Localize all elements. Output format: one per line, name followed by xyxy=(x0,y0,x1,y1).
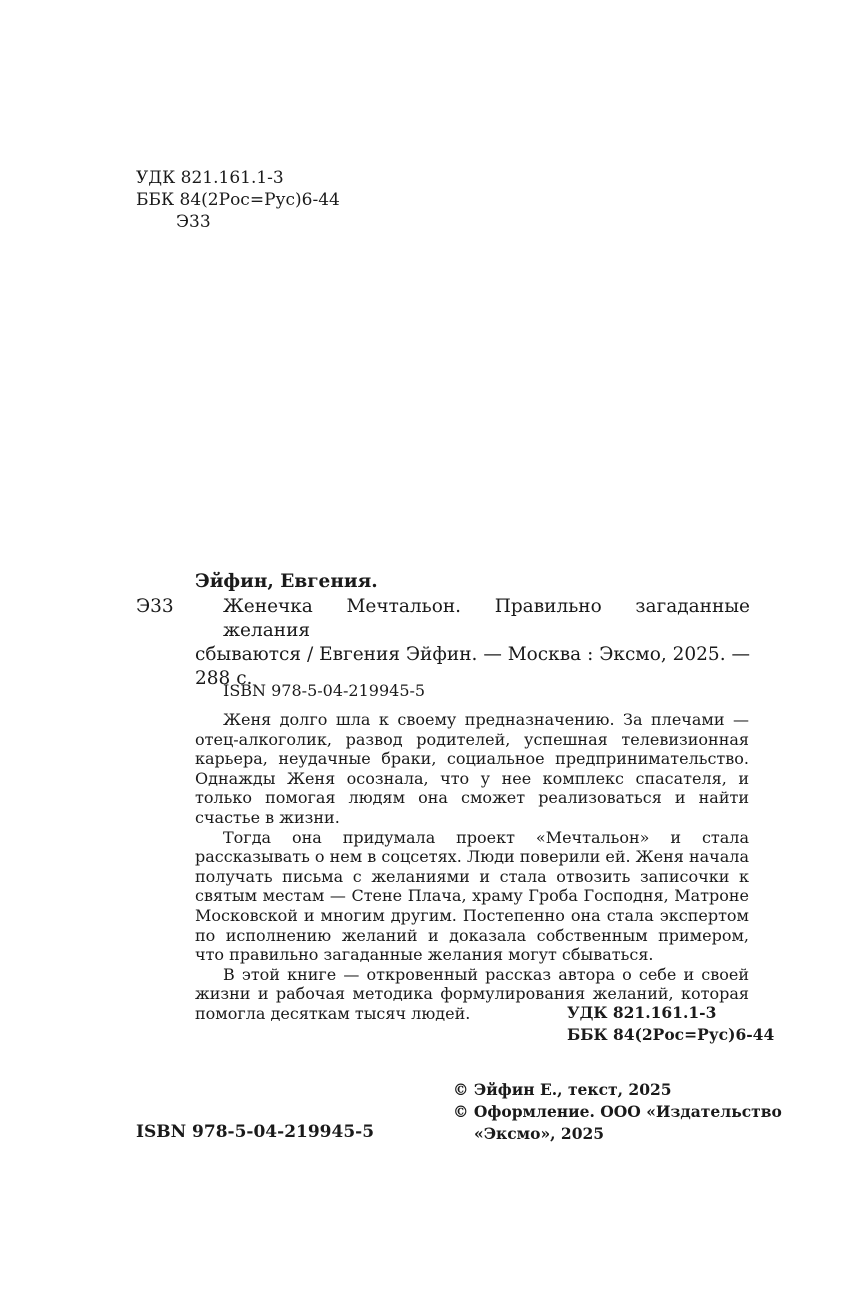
title-line-2: сбываются / Евгения Эйфин. — Москва : Эксмо, 2025. — xyxy=(195,644,750,665)
bottom-classification-block xyxy=(567,1002,774,1046)
catalog-isbn: ISBN 978-5-04-219945-5 xyxy=(223,681,426,700)
top-classification-block xyxy=(136,167,340,233)
catalog-title-description xyxy=(195,595,750,691)
title-line-1: Женечка Мечтальон. Правильно загаданные желания xyxy=(223,596,750,641)
annotation-paragraph: В этой книге — откровенный рассказ автора о себе и своей жизни и рабочая методика формулирования желаний, которая помогла десяткам тысяч людей. xyxy=(195,964,749,1023)
title-line-3: 288 с. xyxy=(195,668,253,689)
copyright-design-cont: «Эксмо», 2025 xyxy=(474,1124,605,1143)
copyright-block xyxy=(453,1079,782,1145)
author-sign: Э33 xyxy=(176,212,211,232)
isbn-bottom: ISBN 978-5-04-219945-5 xyxy=(136,1122,375,1142)
bottom-udk-code: УДК 821.161.1-3 xyxy=(567,1003,717,1022)
annotation xyxy=(195,710,749,1024)
bottom-bbk-code: ББК 84(2Рос=Рус)6-44 xyxy=(567,1025,775,1044)
annotation-paragraph: Женя долго шла к своему предназначению. За плечами — отец-алкоголик, развод родителей, успешная телевизионная карьера, неудачные браки, социальное предпринимательство. Однажды Женя осознала, что у нее комплекс спасателя, и только помогая людям она сможет реализоваться и найти счастье в жизни. xyxy=(195,710,749,827)
udk-code: УДК 821.161.1-3 xyxy=(136,168,284,188)
catalog-author-sign: Э33 xyxy=(136,596,174,617)
copyright-text: © Эйфин Е., текст, 2025 xyxy=(453,1080,672,1099)
catalog-author: Эйфин, Евгения. xyxy=(195,571,378,592)
copyright-design: © Оформление. ООО «Издательство xyxy=(453,1102,782,1121)
bbk-code: ББК 84(2Рос=Рус)6-44 xyxy=(136,190,340,210)
annotation-paragraph: Тогда она придумала проект «Мечтальон» и стала рассказывать о нем в соцсетях. Люди поверили ей. Женя начала получать письма с желаниями и стала отвозить записочки к святым местам — Стене Плача, храму Гроба Господня, Матроне Московской и многим другим. Постепенно она стала экспертом по исполнению желаний и доказала собственным примером, что правильно загаданные желания могут сбываться. xyxy=(195,827,749,965)
